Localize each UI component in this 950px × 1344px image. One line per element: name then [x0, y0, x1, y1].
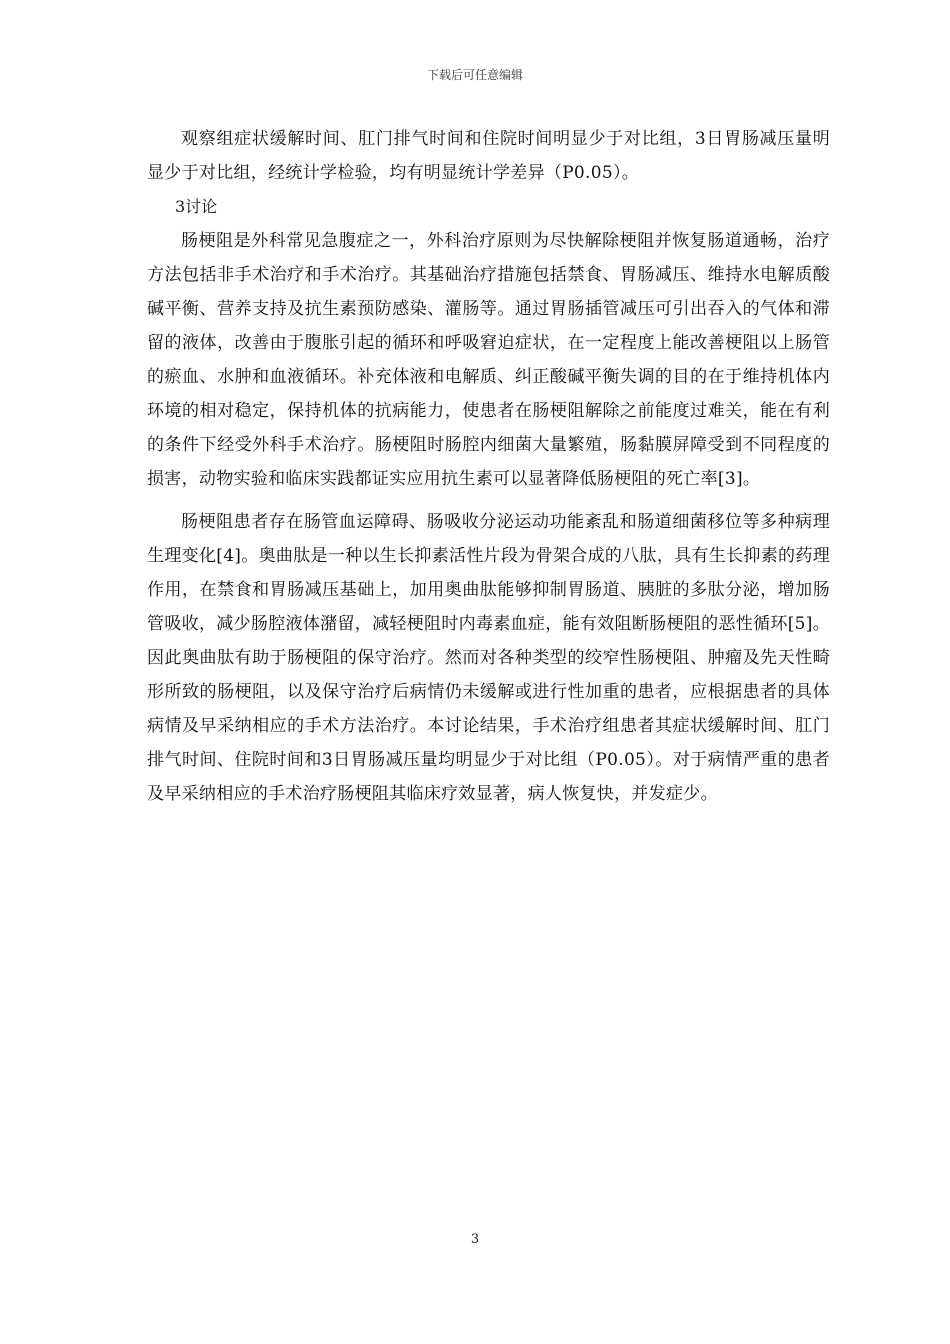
document-body — [147, 122, 830, 811]
section-heading: 3讨论 — [175, 197, 218, 216]
header-note: 下载后可任意编辑 — [426, 68, 523, 82]
page-number: 3 — [470, 1232, 480, 1247]
results-paragraph: 观察组症状缓解时间、肛门排气时间和住院时间明显少于对比组，3日胃肠减压量明显少于对比组，经统计学检验，均有明显统计学差异（P0.05）。 — [147, 129, 830, 183]
discussion-paragraph-1: 肠梗阻是外科常见急腹症之一，外科治疗原则为尽快解除梗阻并恢复肠道通畅，治疗方法包括非手术治疗和手术治疗。其基础治疗措施包括禁食、胃肠减压、维持水电解质酸碱平衡、营养支持及抗生素预防感染、灌肠等。通过胃肠插管减压可引出吞入的气体和滞留的液体，改善由于腹胀引起的循环和呼吸窘迫症状，在一定程度上能改善梗阻以上肠管的瘀血、水肿和血液循环。补充体液和电解质、纠正酸碱平衡失调的目的在于维持机体内环境的相对稳定，保持机体的抗病能力，使患者在肠梗阻解除之前能度过难关，能在有利的条件下经受外科手术治疗。肠梗阻时肠腔内细菌大量繁殖，肠黏膜屏障受到不同程度的损害，动物实验和临床实践都证实应用抗生素可以显著降低肠梗阻的死亡率[3]。 — [147, 231, 830, 489]
discussion-paragraph-2: 肠梗阻患者存在肠管血运障碍、肠吸收分泌运动功能紊乱和肠道细菌移位等多种病理生理变化[4]。奥曲肽是一种以生长抑素活性片段为骨架合成的八肽，具有生长抑素的药理作用，在禁食和胃肠减压基础上，加用奥曲肽能够抑制胃肠道、胰脏的多肽分泌，增加肠管吸收，减少肠腔液体潴留，减轻梗阻时内毒素血症，能有效阻断肠梗阻的恶性循环[5]。因此奥曲肽有助于肠梗阻的保守治疗。然而对各种类型的绞窄性肠梗阻、肿瘤及先天性畸形所致的肠梗阻，以及保守治疗后病情仍未缓解或进行性加重的患者，应根据患者的具体病情及早采纳相应的手术方法治疗。本讨论结果，手术治疗组患者其症状缓解时间、肛门排气时间、住院时间和3日胃肠减压量均明显少于对比组（P0.05）。对于病情严重的患者及早采纳相应的手术治疗肠梗阻其临床疗效显著，病人恢复快，并发症少。 — [147, 512, 830, 804]
